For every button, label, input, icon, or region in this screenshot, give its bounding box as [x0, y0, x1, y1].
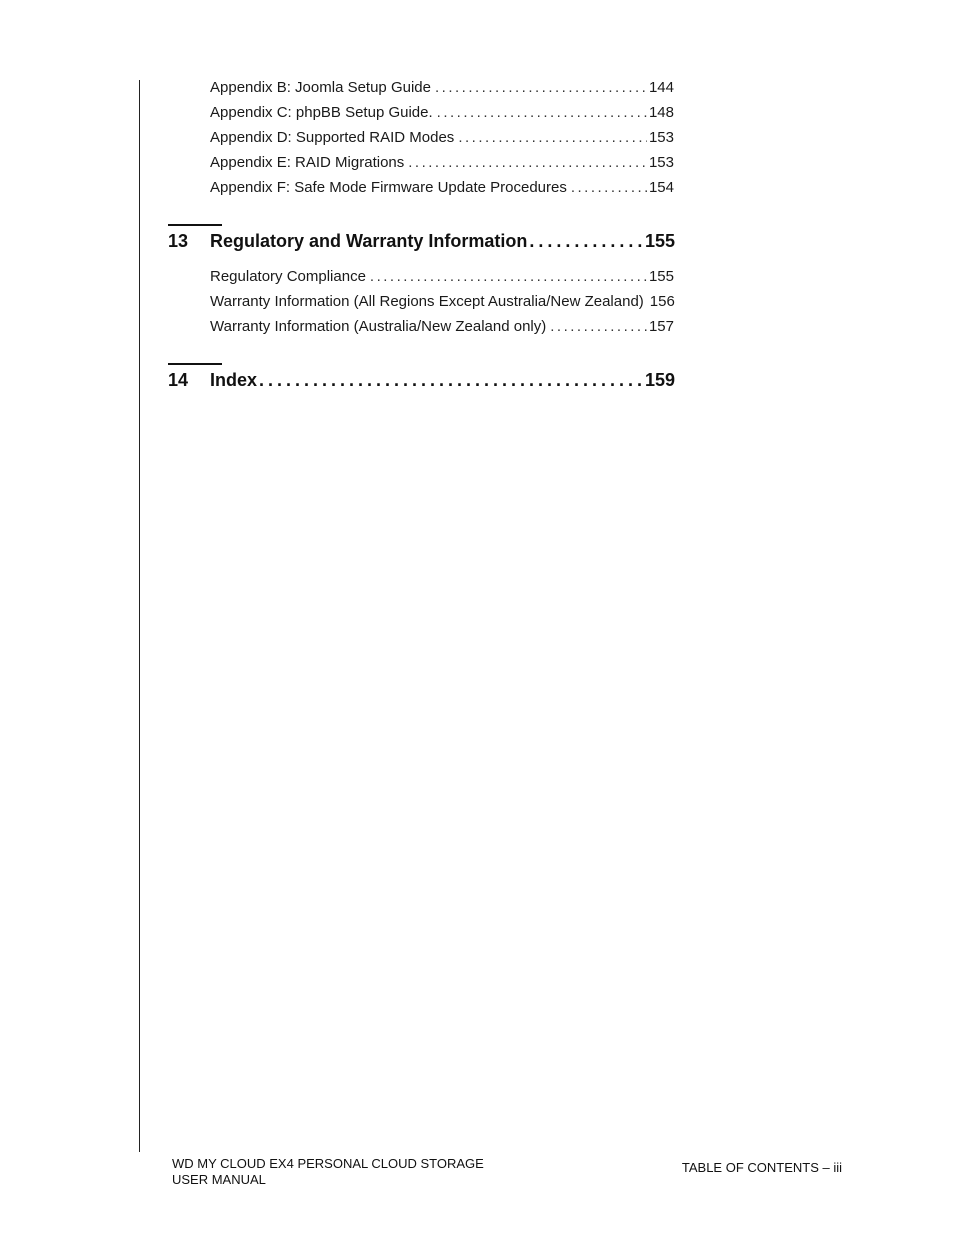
dot-leader [435, 78, 647, 98]
toc-entry-title: Regulatory Compliance [210, 268, 366, 285]
dot-leader [408, 153, 647, 173]
dot-leader [259, 369, 642, 391]
dot-leader [370, 267, 647, 287]
dot-leader [458, 128, 647, 148]
toc-entry-title: Appendix E: RAID Migrations [210, 154, 405, 171]
toc-entry-title: Appendix C: phpBB Setup Guide. [210, 104, 433, 121]
toc-entry-page: 157 [648, 318, 674, 335]
toc-chapter-14[interactable] [168, 369, 675, 391]
toc-chapter-13[interactable] [168, 230, 675, 252]
toc-entry-title: Appendix F: Safe Mode Firmware Update Procedures [210, 179, 567, 196]
chapter-divider [168, 224, 222, 226]
toc-entry-page: 154 [648, 179, 674, 196]
toc-entry-page: 153 [648, 154, 674, 171]
dot-leader [529, 230, 642, 252]
toc-entry-appendix-f[interactable] [210, 178, 674, 198]
left-margin-rule [139, 80, 140, 1152]
toc-entry-page: 156 [649, 293, 675, 310]
footer-section-page: TABLE OF CONTENTS – iii [681, 1160, 842, 1175]
toc-entry-appendix-c[interactable] [210, 103, 674, 123]
toc-entry-appendix-b[interactable] [210, 78, 674, 98]
chapter-page: 159 [644, 370, 675, 390]
footer-manual-label: USER MANUAL [172, 1172, 266, 1187]
toc-entry-page: 148 [648, 104, 674, 121]
toc-entry-warranty-all-regions[interactable] [210, 292, 674, 312]
toc-entry-title: Appendix B: Joomla Setup Guide [210, 79, 431, 96]
dot-leader [571, 178, 647, 198]
toc-entry-page: 144 [648, 79, 674, 96]
toc-entry-page: 153 [648, 129, 674, 146]
toc-entry-page: 155 [648, 268, 674, 285]
toc-entry-title: Warranty Information (Australia/New Zealand only) [210, 318, 547, 335]
chapter-page: 155 [644, 231, 675, 251]
dot-leader [550, 317, 647, 337]
chapter-title: Index [210, 370, 258, 390]
toc-entry-appendix-d[interactable] [210, 128, 674, 148]
footer-product-name: WD MY CLOUD EX4 PERSONAL CLOUD STORAGE [172, 1156, 484, 1171]
chapter-number: 14 [168, 370, 189, 390]
toc-entry-appendix-e[interactable] [210, 153, 674, 173]
toc-entry-regulatory-compliance[interactable] [210, 267, 674, 287]
chapter-title: Regulatory and Warranty Information [210, 231, 528, 251]
toc-entry-title: Warranty Information (All Regions Except Australia/New Zealand) [210, 293, 644, 310]
footer-document-title [172, 1156, 484, 1188]
dot-leader [437, 103, 647, 123]
toc-entry-title: Appendix D: Supported RAID Modes [210, 129, 455, 146]
chapter-number: 13 [168, 231, 189, 251]
chapter-divider [168, 363, 222, 365]
toc-entry-warranty-australia-nz[interactable] [210, 317, 674, 337]
